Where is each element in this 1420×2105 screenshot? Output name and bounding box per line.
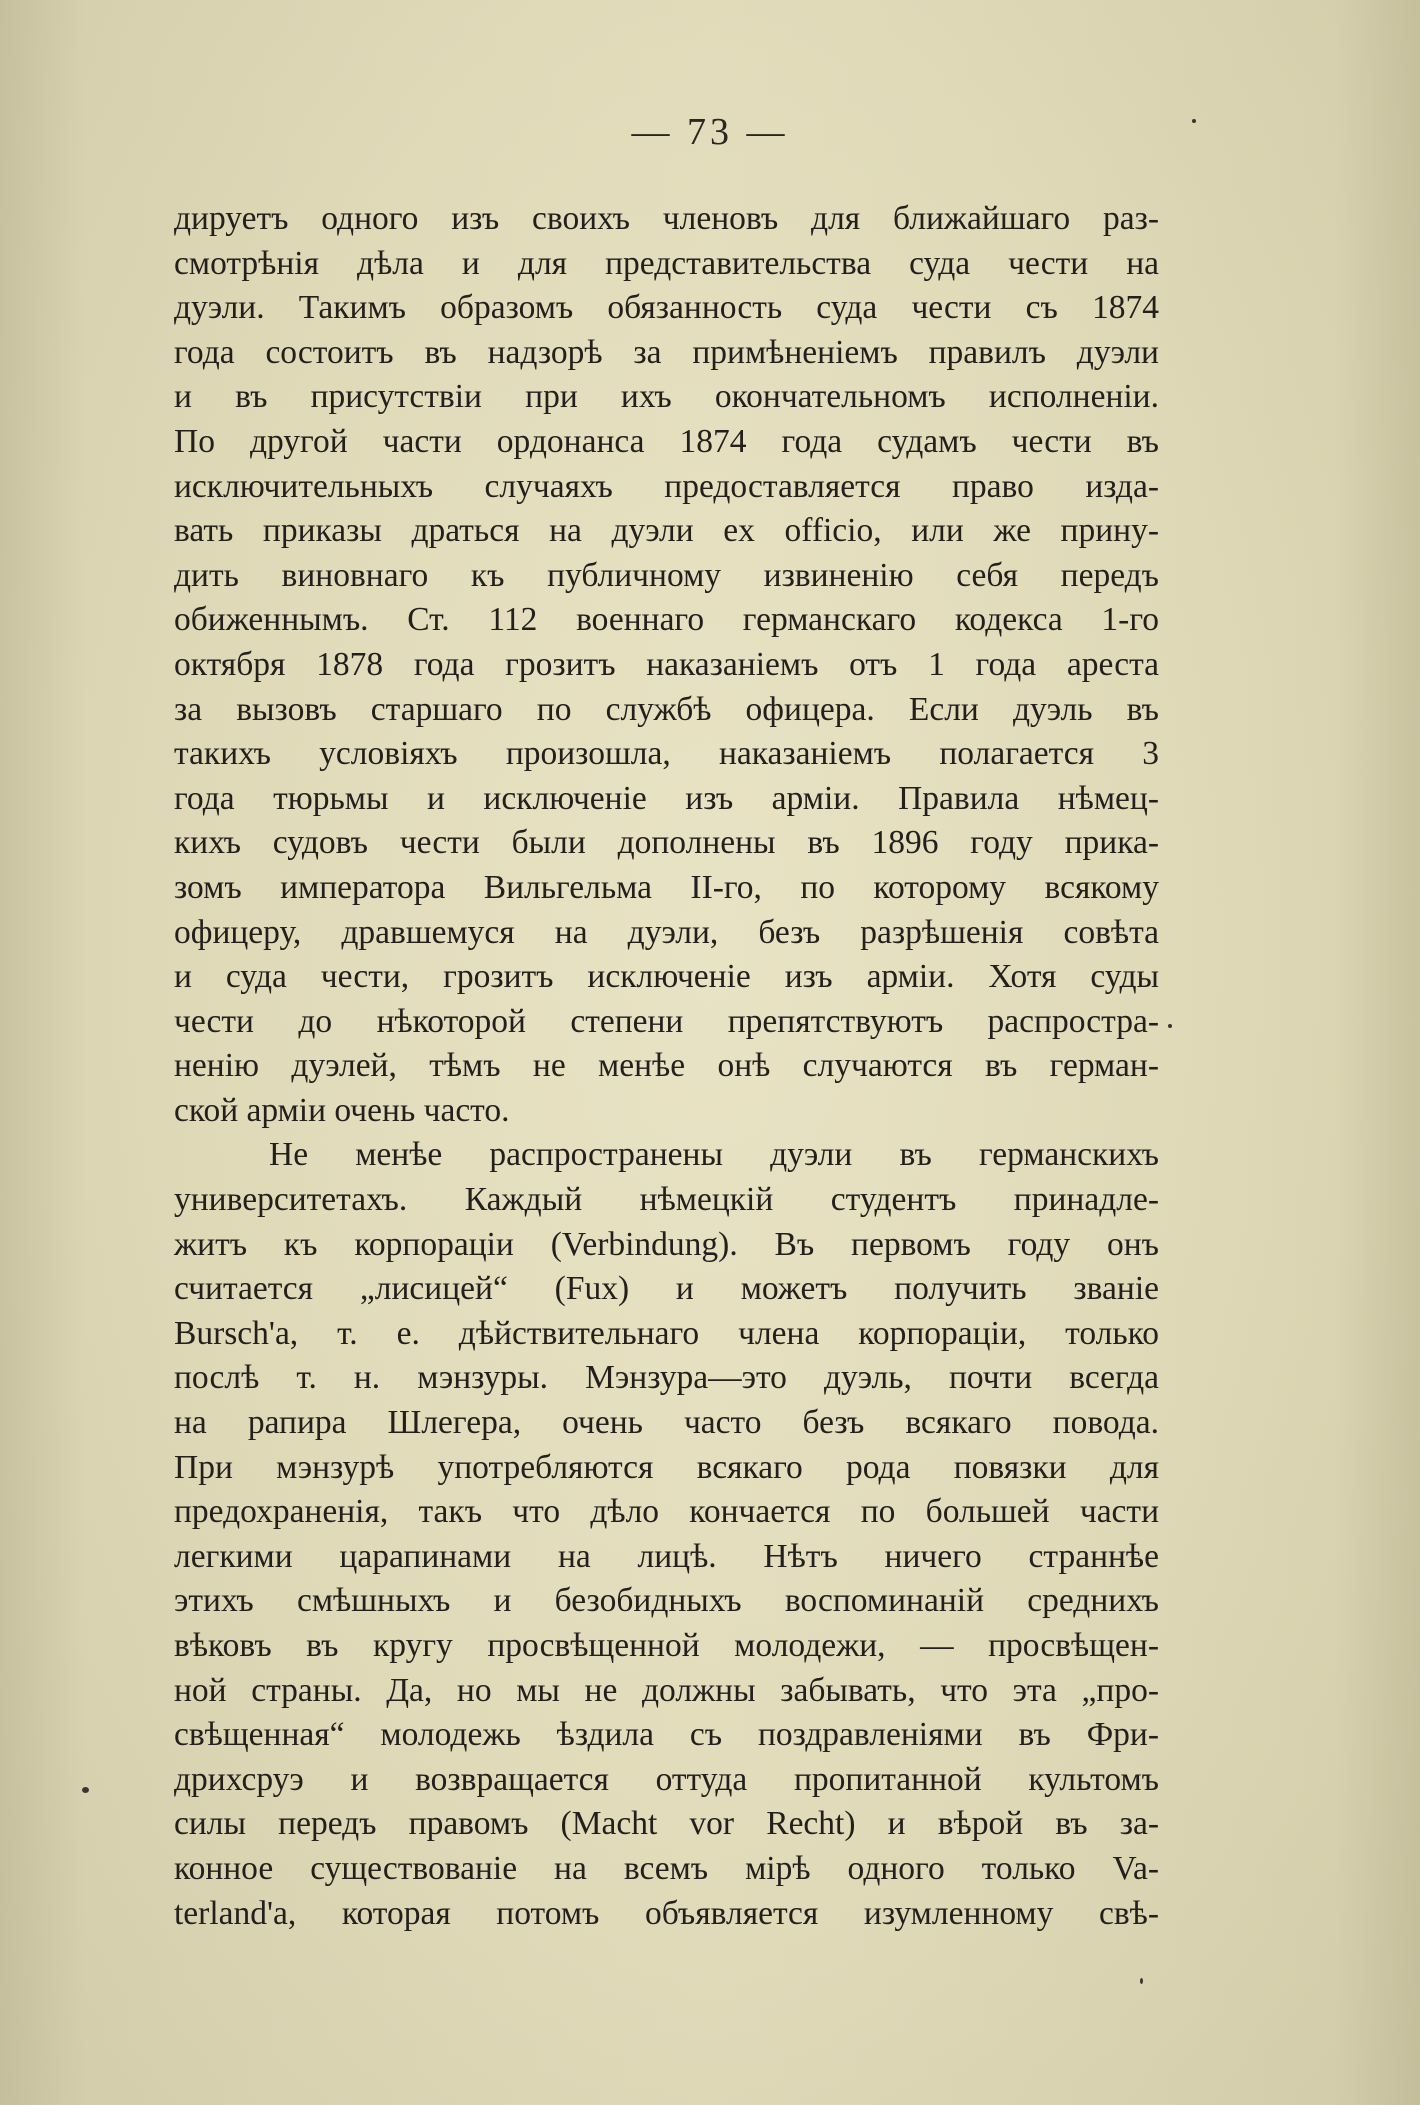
text-line: года состоитъ въ надзорѣ за примѣненіемъ правилъ дуэли	[174, 333, 1159, 371]
text-line: смотрѣнія дѣла и для представительства суда чести на	[174, 244, 1159, 282]
text-line: свѣщенная“ молодежь ѣздила съ поздравленіями въ Фри-	[174, 1716, 1159, 1754]
body-text	[174, 197, 1159, 1936]
text-line: дрихсруэ и возвращается оттуда пропитанной культомъ	[174, 1760, 1159, 1798]
text-line: При мэнзурѣ употребляются всякаго рода повязки для	[174, 1448, 1159, 1486]
text-line: исключительныхъ случаяхъ предоставляется право изда-	[174, 467, 1159, 505]
text-line: послѣ т. н. мэнзуры. Мэнзура—это дуэль, почти всегда	[174, 1359, 1159, 1397]
text-line: чести до нѣкоторой степени препятствуютъ распростра-	[174, 1002, 1159, 1040]
text-line: зомъ императора Вильгельма II-го, по которому всякому	[174, 868, 1159, 906]
paper-speck	[1168, 1024, 1172, 1028]
text-line: предохраненія, такъ что дѣло кончается по большей части	[174, 1493, 1159, 1531]
paper-speck	[1140, 1978, 1143, 1984]
text-line: По другой части ордонанса 1874 года судамъ чести въ	[174, 422, 1159, 460]
text-line: года тюрьмы и исключеніе изъ арміи. Правила нѣмец-	[174, 779, 1159, 817]
text-line: и суда чести, грозитъ исключеніе изъ арміи. Хотя суды	[174, 958, 1159, 996]
text-line: вѣковъ въ кругу просвѣщенной молодежи, — просвѣщен-	[174, 1627, 1159, 1664]
paragraph-last-line: ской арміи очень часто.	[174, 1091, 510, 1129]
text-line: Bursch'а, т. е. дѣйствительнаго члена корпораціи, только	[174, 1314, 1159, 1352]
page-number: — 73 —	[631, 111, 789, 153]
text-line: дуэли. Такимъ образомъ обязанность суда чести съ 1874	[174, 289, 1159, 327]
text-line: силы передъ правомъ (Macht vor Recht) и вѣрой въ за-	[174, 1805, 1159, 1843]
text-line: дить виновнаго къ публичному извиненію себя передъ	[174, 556, 1159, 594]
text-line: terland'а, которая потомъ объявляется изумленному свѣ-	[174, 1894, 1159, 1932]
text-line: вать приказы драться на дуэли ex officio, или же прину-	[174, 512, 1159, 550]
text-line: такихъ условіяхъ произошла, наказаніемъ полагается 3	[174, 735, 1159, 773]
text-line: за вызовъ старшаго по службѣ офицера. Если дуэль въ	[174, 690, 1159, 728]
text-line: обиженнымъ. Ст. 112 военнаго германскаго кодекса 1-го	[174, 601, 1159, 639]
text-line: ненію дуэлей, тѣмъ не менѣе онѣ случаются въ герман-	[174, 1047, 1159, 1085]
text-line: считается „лисицей“ (Fux) и можетъ получить званіе	[174, 1270, 1159, 1308]
text-line: университетахъ. Каждый нѣмецкій студентъ принадле-	[174, 1181, 1159, 1219]
text-line: и въ присутствіи при ихъ окончательномъ исполненіи.	[174, 378, 1159, 416]
text-line: ной страны. Да, но мы не должны забывать, что эта „про-	[174, 1671, 1159, 1709]
text-line: легкими царапинами на лицѣ. Нѣтъ ничего страннѣе	[174, 1537, 1159, 1575]
paper-speck	[1192, 119, 1196, 123]
paper-speck	[82, 1787, 89, 1793]
text-line: конное существованіе на всемъ мірѣ одного только Va-	[174, 1849, 1159, 1887]
text-line: дируетъ одного изъ своихъ членовъ для ближайшаго раз-	[174, 200, 1159, 237]
paragraph-first-line: Не менѣе распространены дуэли въ германскихъ	[269, 1136, 1159, 1174]
text-line: на рапира Шлегера, очень часто безъ всякаго повода.	[174, 1404, 1159, 1442]
text-line: этихъ смѣшныхъ и безобидныхъ воспоминаній среднихъ	[174, 1582, 1159, 1620]
text-line: офицеру, дравшемуся на дуэли, безъ разрѣшенія совѣта	[174, 913, 1159, 951]
text-line: кихъ судовъ чести были дополнены въ 1896 году прика-	[174, 824, 1159, 862]
text-line: октября 1878 года грозитъ наказаніемъ отъ 1 года ареста	[174, 645, 1159, 683]
text-line: житъ къ корпораціи (Verbindung). Въ первомъ году онъ	[174, 1225, 1159, 1263]
